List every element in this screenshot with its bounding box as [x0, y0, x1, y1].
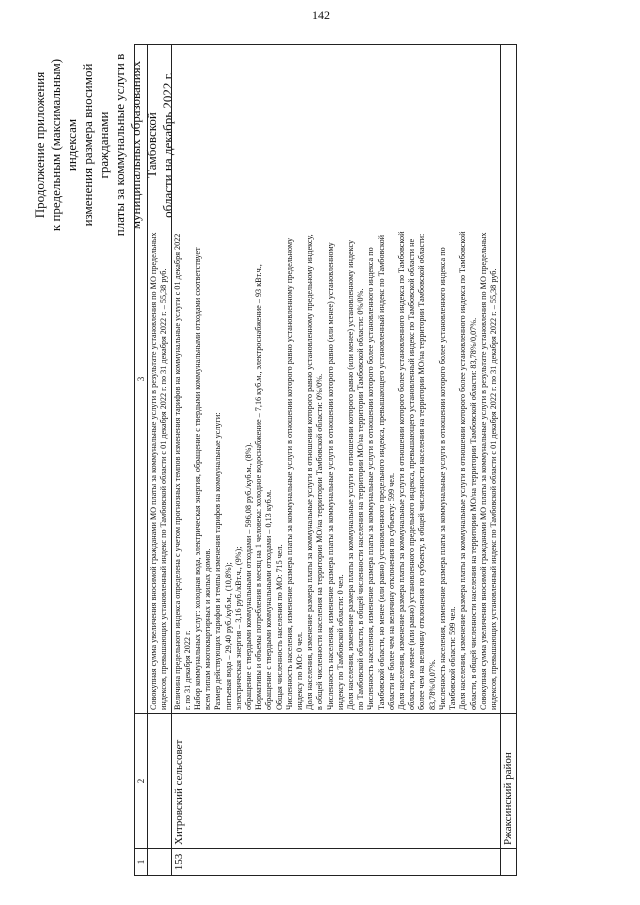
text-line: Набор коммунальных услуг: холодная вода, электрическая энергия, обращение с твердыми коммунальными отходами соответствует	[193, 247, 203, 710]
text-line: Размер действующих тарифов и темпы изменения тарифов на коммунальные услуги:	[213, 412, 223, 710]
table-cell	[501, 849, 517, 876]
text-line: Численность населения, изменение размера платы за коммунальные услуги в отношении которого более установленного индекса по	[437, 247, 447, 710]
text-line: индексов, превышающих установленный индекс по Тамбовской области с 01 декабря 2022 г. по 31 декабря 2022 г. – 55,38 руб.	[159, 268, 169, 710]
text-line: электрическая энергия – 3,16 руб./кВт.ч., (9%);	[233, 546, 243, 710]
text-line: более чем на величину отклонения по субъекту, в общей численности населения на территории МО/на территории Тамбовской области:	[417, 233, 427, 710]
text-line: Совокупная сумма увеличения вносимой гражданами МО платы за коммунальные услуги в результате установления по МО предельных	[478, 232, 488, 710]
text-line: Нормативы и объемы потребления в месяц на 1 человека: холодное водоснабжение – 7,16 куб.м., электроснабжение – 93 кВт.ч.,	[254, 264, 264, 710]
text-line: области не более чем на величину отклонения по субъекту: 599 чел.	[386, 472, 396, 710]
text-line: обращение с твердыми коммунальными отходами – 0,13 куб.м.	[264, 489, 274, 710]
table-cell-description	[171, 45, 501, 714]
table-row	[501, 45, 517, 876]
text-line: Доля населения, изменение размера платы за коммунальные услуги в отношении которого более установленного индекса по Тамбовской	[458, 231, 468, 710]
table-row	[148, 45, 171, 876]
caption-line: области на декабрь 2022 г.	[160, 72, 175, 218]
text-line: питьевая вода – 29,40 руб./куб.м., (10,8%);	[223, 562, 233, 710]
row-number: 153	[171, 849, 501, 876]
district-label: Ржаксинский район	[501, 714, 517, 849]
caption-line: платы за коммунальные услуги в	[112, 53, 127, 237]
text-line: по Тамбовской области, в общей численности населения на территории МО/на территории Тамбовской области: 0%/0%.	[356, 288, 366, 710]
text-line: Величина предельного индекса определена с учетом прогнозных темпов изменения тарифов на коммунальные услуги с 01 декабря 2022	[172, 233, 182, 710]
caption-line: изменения размера вносимой гражданами	[80, 63, 111, 227]
page-number: 142	[312, 8, 330, 22]
text-line: Совокупная сумма увеличения вносимой гражданами МО платы за коммунальные услуги в результате установления по МО предельных	[149, 232, 159, 710]
table-cell	[148, 849, 171, 876]
text-line: в общей численности населения на территории МО/на территории Тамбовской области: 0%/0%.	[315, 373, 325, 710]
text-line: Тамбовской области: 599 чел.	[448, 606, 458, 710]
text-line: Доля населения, изменение размера платы за коммунальные услуги в отношении которого равно установленному предельному индексу,	[305, 234, 315, 710]
table-row	[171, 45, 501, 876]
caption-line: муниципальных образованиях Тамбовской	[128, 60, 159, 230]
text-line: Численность населения, изменение размера платы за коммунальные услуги в отношении которого более установленного индекса по	[366, 247, 376, 710]
table-cell-description	[148, 45, 171, 714]
text-line: индексу по МО: 0 чел.	[295, 631, 305, 710]
text-line: всем типам многоквартирных и жилых домов.	[203, 548, 213, 710]
text-line: индексов, превышающих установленный индекс по Тамбовской области с 01 декабря 2022 г. по 31 декабря 2022 г. – 55,38 руб.	[488, 268, 498, 710]
rotated-page-content	[28, 35, 593, 890]
text-line: Тамбовской области, но менее (или равно) установленного предельного индекса, превышающего установленный индекс по Тамбовской	[376, 234, 386, 710]
column-header: 3	[135, 45, 148, 714]
municipality-name: Хитровский сельсовет	[171, 714, 501, 849]
text-line: Численность населения, изменение размера платы за коммунальные услуги в отношении которого равно (или менее) установленному	[325, 242, 335, 710]
text-line: 83,78%/0,07%.	[427, 659, 437, 710]
caption-line: к предельным (максимальным) индексам	[48, 58, 79, 232]
text-line: обращение с твердыми коммунальными отходами – 596,08 руб./куб.м., (8%).	[244, 442, 254, 710]
text-line: индексу по Тамбовской области: 0 чел.	[335, 574, 345, 710]
column-header: 2	[135, 714, 148, 849]
table-cell	[501, 45, 517, 714]
table-cell	[148, 714, 171, 849]
text-line: области, в общей численности населения на территории МО/на территории Тамбовской области: 83,78%/0,07%.	[468, 317, 478, 710]
text-line: Общая численность населения по МО: 715 чел.	[274, 544, 284, 710]
table-header-row	[135, 45, 148, 876]
text-line: г. по 31 декабря 2022 г.	[182, 630, 192, 710]
indices-table	[134, 44, 517, 876]
text-line: Доля населения, изменение размера платы за коммунальные услуги в отношении которого более установленного индекса по Тамбовской	[397, 231, 407, 710]
caption-line: Продолжение приложения	[32, 71, 47, 219]
column-header: 1	[135, 849, 148, 876]
text-line: области, но менее (или равно) установленного предельного индекса, превышающего установленный индекс по Тамбовской области не	[407, 238, 417, 710]
text-line: Численность населения, изменение размера платы за коммунальные услуги в отношении которого равно установленному предельному	[284, 237, 294, 710]
text-line: Доля населения, изменение размера платы за коммунальные услуги в отношении которого равно (или менее) установленному индексу	[346, 239, 356, 710]
